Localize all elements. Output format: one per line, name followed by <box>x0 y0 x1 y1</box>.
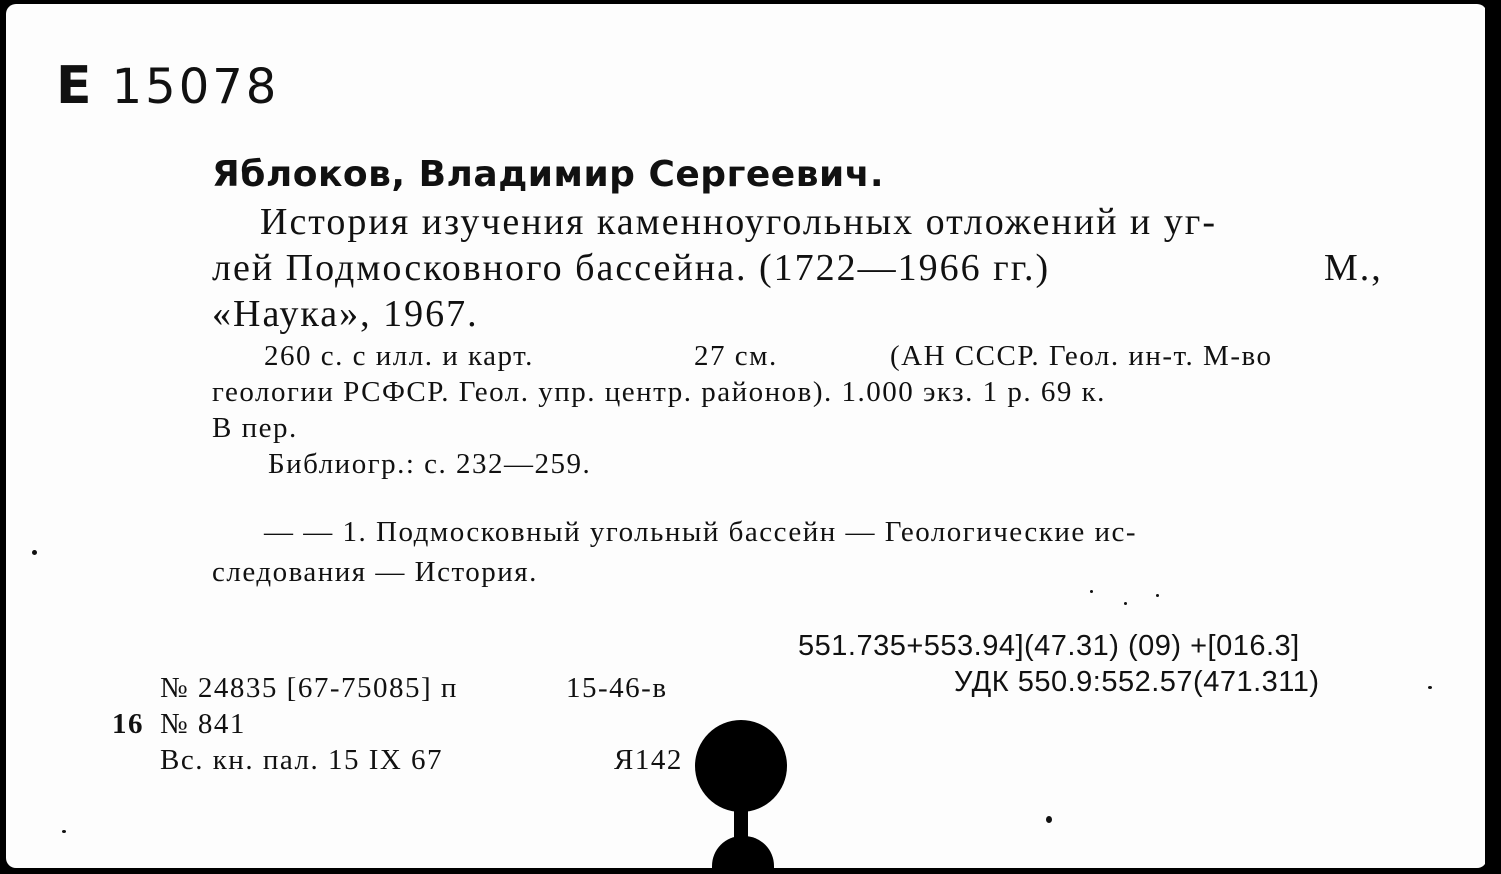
binding: В пер. <box>212 412 298 444</box>
classification-index: 551.735+553.94](47.31) (09) +[016.3] <box>798 630 1300 662</box>
record-number: № 24835 [67-75085] п <box>160 672 458 704</box>
ink-blot <box>695 720 787 812</box>
title-line-1: История изучения каменноугольных отложений и уг- <box>260 201 1217 243</box>
stamp-code: Я142 <box>614 744 683 776</box>
pages-description: 260 с. с илл. и карт. <box>264 340 534 372</box>
copies-count: 16 <box>112 708 144 740</box>
book-chamber-date: Вс. кн. пал. 15 IX 67 <box>160 744 444 776</box>
size-description: 27 см. <box>694 340 778 372</box>
speck <box>1428 686 1432 689</box>
copy-number: № 841 <box>160 708 246 740</box>
series-description: (АН СССР. Геол. ин-т. М-во <box>890 340 1273 372</box>
call-number <box>56 56 279 116</box>
card-edge-right <box>1485 0 1501 874</box>
udk-index: УДК 550.9:552.57(471.311) <box>954 666 1320 698</box>
call-number-value: 15078 <box>111 59 280 115</box>
speck <box>1046 816 1052 823</box>
subjects-line-2: следования — История. <box>212 556 538 588</box>
catalog-card <box>6 4 1487 868</box>
title-line-2: лей Подмосковного бассейна. (1722—1966 гг.) <box>212 247 1051 289</box>
speck <box>1124 602 1127 605</box>
ink-blot-foot <box>712 836 774 868</box>
speck <box>32 550 37 555</box>
publisher-city: M., <box>1324 247 1383 289</box>
call-number-prefix: E <box>56 56 93 116</box>
title-line-3: «Наука», 1967. <box>212 293 479 335</box>
series-description-cont: геологии РСФСР. Геол. упр. центр. районов). 1.000 экз. 1 р. 69 к. <box>212 376 1106 408</box>
subjects-line-1: — — 1. Подмосковный угольный бассейн — Геологические ис- <box>264 516 1138 548</box>
speck <box>62 830 66 833</box>
speck <box>1090 590 1093 593</box>
author-heading: Яблоков, Владимир Сергеевич. <box>212 154 885 195</box>
speck <box>1156 594 1159 597</box>
bibliography: Библиогр.: с. 232—259. <box>268 448 592 480</box>
record-code: 15-46-в <box>566 672 668 704</box>
